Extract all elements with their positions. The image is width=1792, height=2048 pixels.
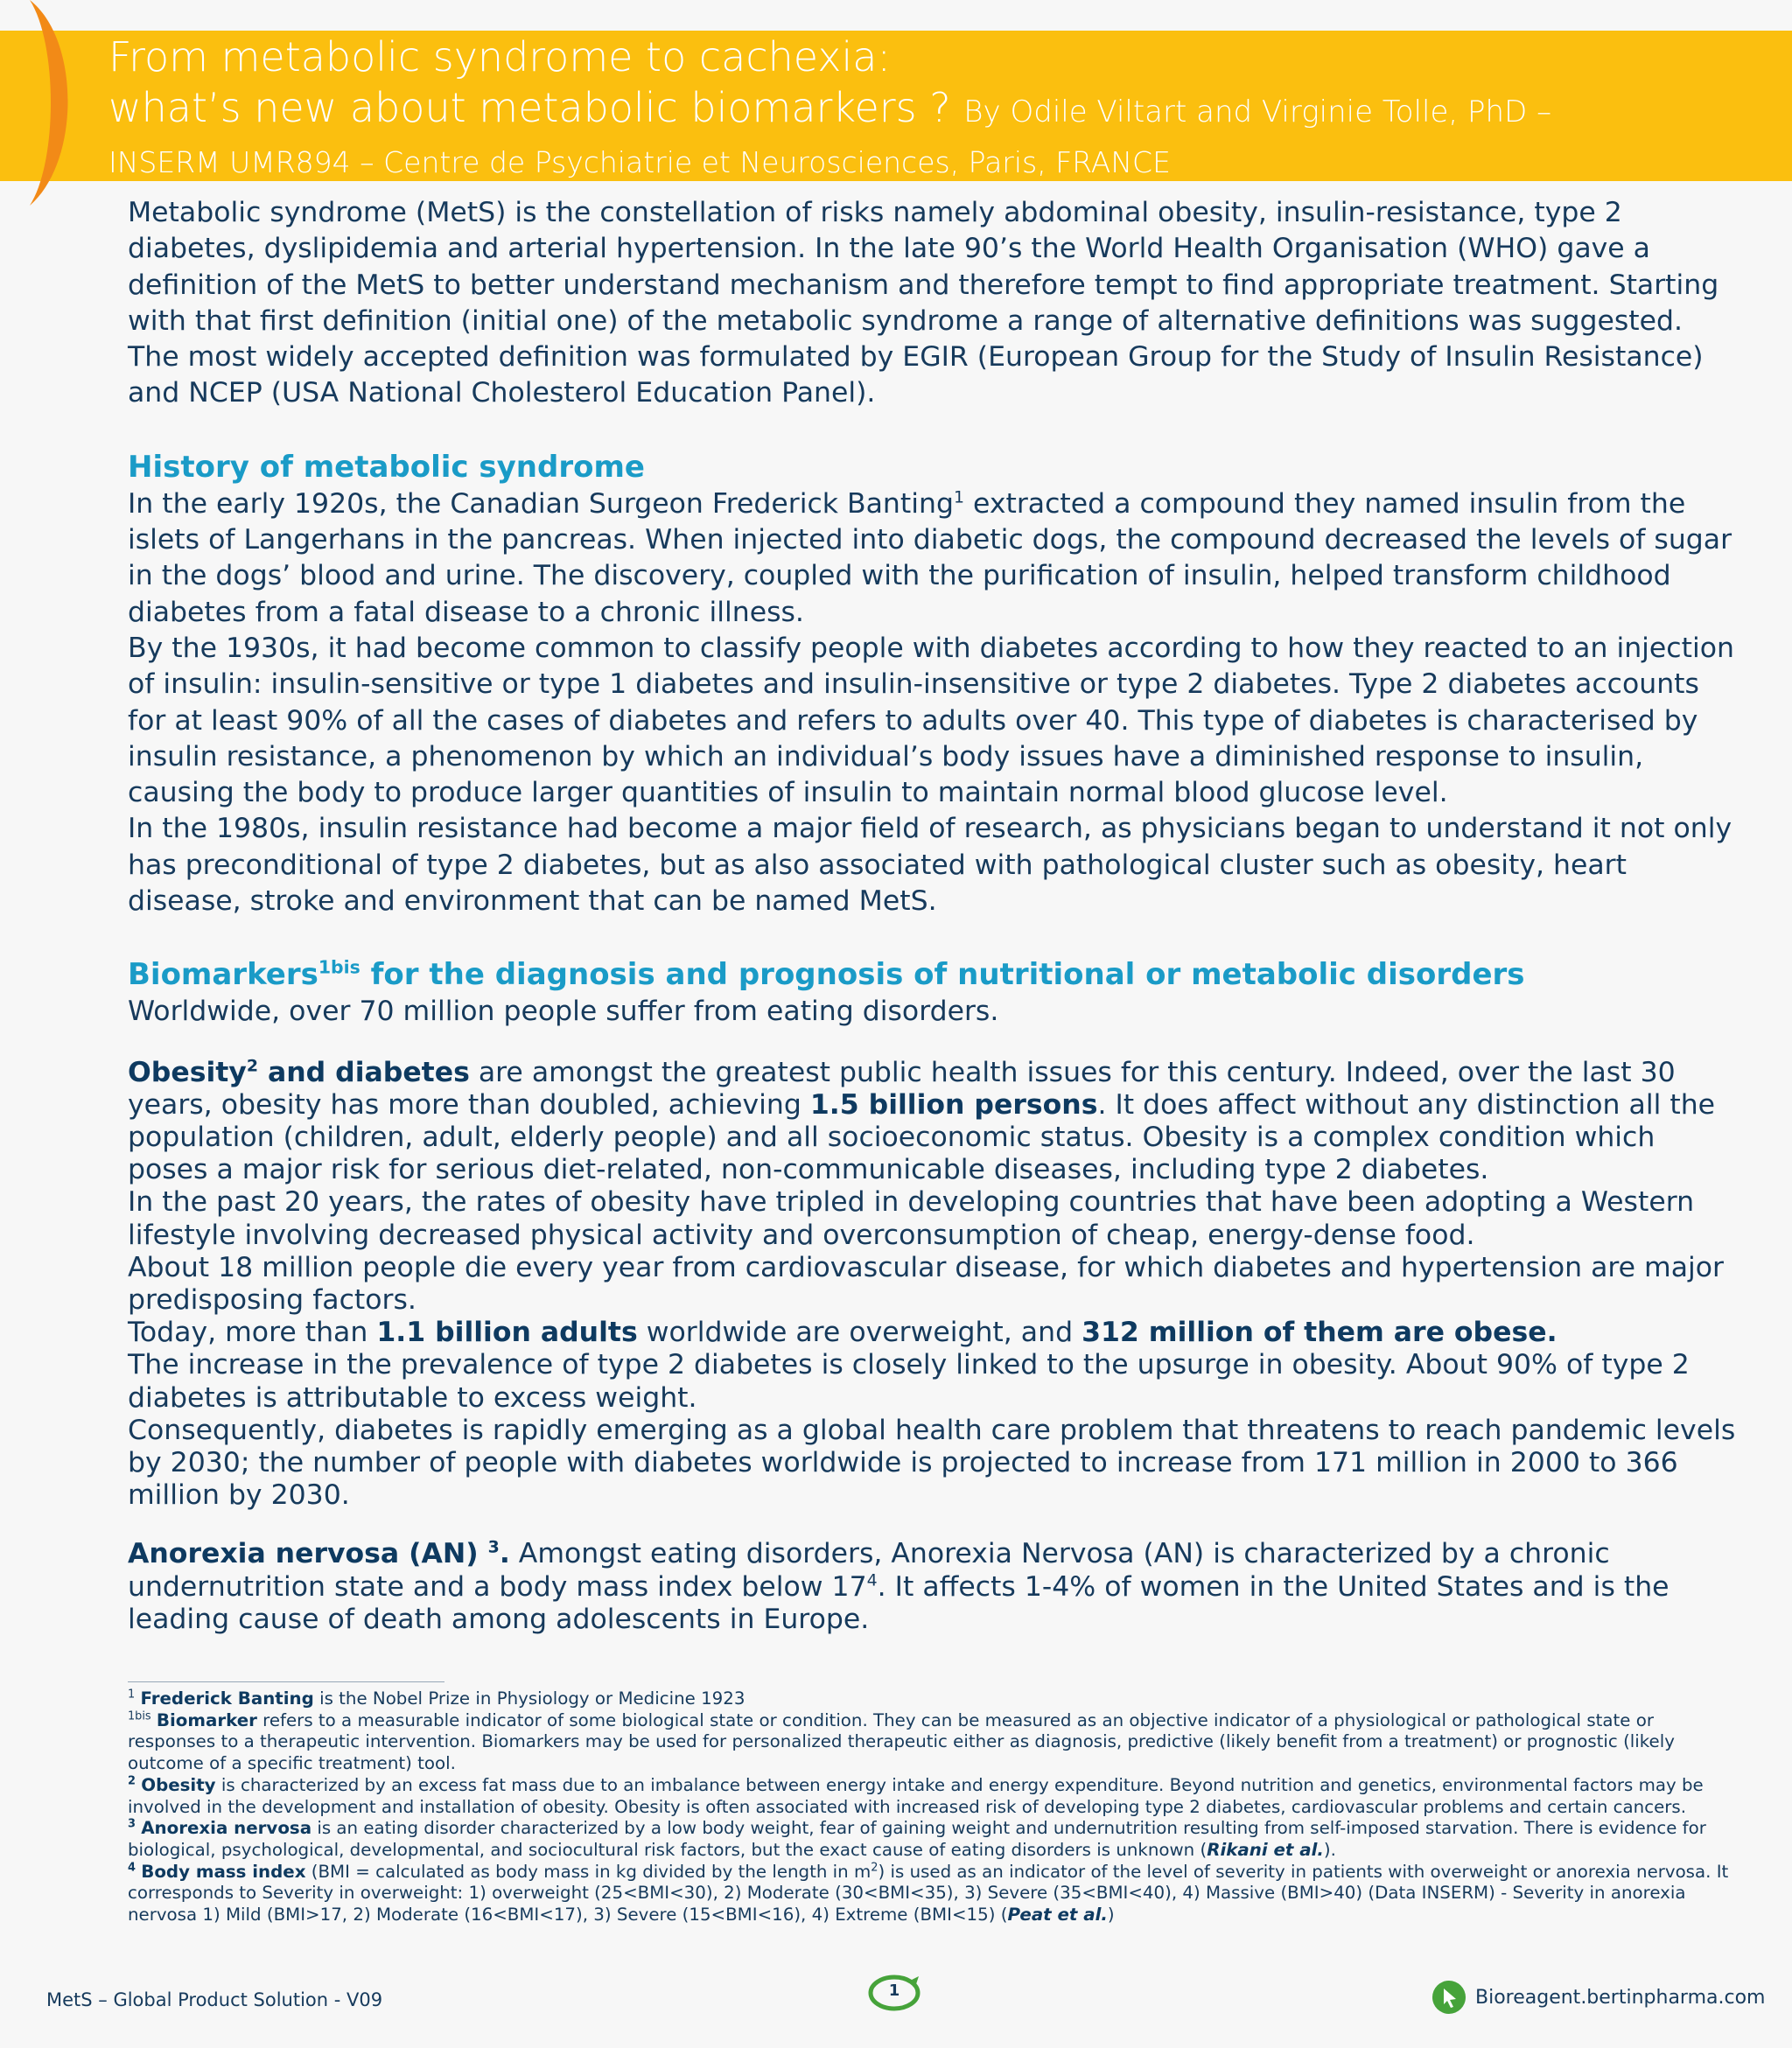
footnote-divider (128, 1681, 444, 1682)
title-line-2 (108, 82, 1771, 137)
footnote-3-term: Anorexia nervosa (141, 1818, 312, 1839)
obesity-p4-text-a: Today, more than (128, 1317, 377, 1349)
footnote-4-end: ) (1107, 1905, 1115, 1926)
obesity-lead (128, 1057, 470, 1088)
main-content (128, 195, 1738, 1636)
footnote-4-term: Body mass index (141, 1861, 306, 1882)
byline: By Odile Viltart and Virginie Tolle, PhD – (963, 94, 1552, 129)
footnote-ref-1bis: 1bis (318, 957, 360, 979)
anorexia-text-b: . It affects 1-4% of women in the United States and is the leading cause of death among adolescents in Europe. (128, 1570, 1670, 1635)
footnote-1 (128, 1688, 1729, 1710)
header-title (108, 31, 1771, 188)
footnote-1bis-text: refers to a measurable indicator of some biological state or condition. They can be measured as an objective indicator of a physiological or pathological state or responses to a therapeutic intervention. Biomarkers may be used for personalized therapeutic either as diagnosis, predictive (likely benefit from a treatment) or prognostic (likely outcome of a specific treatment) tool. (128, 1709, 1675, 1774)
anorexia-lead (128, 1538, 510, 1569)
footnote-3-ref: Rikani et al. (1207, 1839, 1324, 1860)
biomarkers-heading (128, 955, 1738, 994)
footnote-1-text: is the Nobel Prize in Physiology or Medicine 1923 (313, 1688, 746, 1709)
footnote-4-text-a: (BMI = calculated as body mass in kg divided by the length in m (305, 1861, 872, 1882)
obesity-lead-b: and diabetes (258, 1056, 470, 1088)
footnote-3 (128, 1818, 1729, 1861)
title-line-2-text: what’s new about metabolic biomarkers ? (108, 84, 951, 131)
affiliation: INSERM UMR894 – Centre de Psychiatrie et Neurosciences, Paris, FRANCE (108, 145, 1171, 179)
obesity-paragraph-4 (128, 1317, 1738, 1349)
page-number: 1 (888, 1982, 900, 2000)
obesity-lead-a: Obesity (128, 1056, 247, 1088)
history-p1-text-b: extracted a compound they named insulin from the islets of Langerhans in the pancreas. When injected into diabetic dogs, the compound decreased the levels of sugar in the dogs’ blood and urine. The discovery, coupled with the purification of insulin, helped transform childhood diabetes from a fatal disease to a chronic illness. (128, 487, 1732, 628)
biomarkers-title-a: Biomarkers (128, 957, 318, 993)
history-paragraph-2: By the 1930s, it had become common to classify people with diabetes according to how they reacted to an injection of insulin: insulin-sensitive or type 1 diabetes and insulin-insensitive or type 2 diabetes. Type 2 diabetes accounts for at least 90% of all the cases of diabetes and refers to adults over 40. This type of diabetes is characterised by insulin resistance, a phenomenon by which an individual’s body issues have a diminished response to insulin, causing the body to produce larger quantities of insulin to maintain normal blood glucose level. (128, 632, 1734, 809)
history-heading: History of metabolic syndrome (128, 449, 645, 485)
obesity-p4-bold-2: 312 million of them are obese. (1082, 1317, 1558, 1349)
obesity-p1-text-b: . It does affect without any distinction all the population (children, adult, elderly people) and all socioeconomic status. Obesity is a complex condition which poses a major risk for serious diet-related, non-communicable diseases, including type 2 diabetes. (128, 1088, 1716, 1186)
footer-website[interactable] (1432, 1980, 1765, 2015)
footnote-ref-1: 1 (953, 487, 964, 507)
footnote-ref-4: 4 (866, 1570, 878, 1590)
obesity-paragraph-3: About 18 million people die every year from cardiovascular disease, for which diabetes and hypertension are major predisposing factors. (128, 1251, 1724, 1317)
biomarkers-paragraph: Worldwide, over 70 million people suffer from eating disorders. (128, 996, 999, 1028)
obesity-paragraph-6: Consequently, diabetes is rapidly emerging as a global health care problem that threatens to reach pandemic levels by 2030; the number of people with diabetes worldwide is projected to increase from 171 million in 2000 to 366 million by 2030. (128, 1414, 1736, 1512)
footnote-4-text-b: ) is used as an indicator of the level of severity in patients with overweight or anorexia nervosa. It corresponds to Severity in overweight: 1) overweight (25<BMI<30), 2) Moderate (30<BMI<35), 3) Severe (35<BMI<40), 4) Massive (BMI>40) (Data INSERM) - Severity in anorexia nervosa 1) Mild (BMI>17, 2) Moderate (16<BMI<17), 3) Severe (15<BMI<16), 4) Extreme (BMI<15) ( (128, 1861, 1729, 1926)
website-link[interactable]: Bioreagent.bertinpharma.com (1475, 1986, 1766, 2009)
footnote-2 (128, 1775, 1729, 1818)
footnote-ref-3: 3 (487, 1537, 500, 1557)
footer-document-id: MetS – Global Product Solution - V09 (46, 1989, 383, 2010)
footnote-4 (128, 1862, 1729, 1926)
obesity-p4-bold-1: 1.1 billion adults (376, 1317, 638, 1349)
orange-crescent-icon (0, 0, 96, 210)
footnotes (128, 1688, 1729, 1926)
obesity-p1-bold: 1.5 billion persons (809, 1088, 1098, 1121)
obesity-paragraph-2: In the past 20 years, the rates of obesity have tripled in developing countries that have been adopting a Western lifestyle involving decreased physical activity and overconsumption of cheap, energy-dense food. (128, 1186, 1695, 1251)
obesity-p4-text-b: worldwide are overweight, and (637, 1317, 1082, 1349)
footnote-1-term: Frederick Banting (140, 1688, 314, 1709)
obesity-p1-text-a: are amongst the greatest public health issues for this century. Indeed, over the last 30 years, obesity has more than doubled, achieving (128, 1056, 1676, 1121)
footnote-1bis (128, 1710, 1729, 1775)
anorexia-lead-dot: . (499, 1538, 510, 1570)
title-line-1: From metabolic syndrome to cachexia: (108, 33, 891, 80)
footnote-3-end: ). (1323, 1839, 1336, 1860)
footnote-1bis-mark: 1bis (128, 1709, 151, 1723)
footnote-1-mark: 1 (128, 1688, 136, 1702)
history-paragraph-3: In the 1980s, insulin resistance had become a major field of research, as physicians began to understand it not only has preconditional of type 2 diabetes, but as also associated with pathological cluster such as obesity, heart disease, stroke and environment that can be named MetS. (128, 813, 1732, 918)
footnote-3-text: is an eating disorder characterized by a low body weight, fear of gaining weight and undernutrition resulting from self-imposed starvation. There is evidence for biological, psychological, developmental, and sociocultural risk factors, but the exact cause of eating disorders is unknown ( (128, 1818, 1706, 1860)
history-paragraph-1 (128, 486, 1738, 631)
footnote-3-mark: 3 (128, 1817, 136, 1831)
anorexia-paragraph (128, 1538, 1738, 1636)
footnote-1bis-term: Biomarker (156, 1709, 257, 1730)
footnote-2-term: Obesity (141, 1774, 216, 1795)
cursor-arrow-icon (1432, 1980, 1466, 2015)
footnote-ref-2: 2 (246, 1056, 258, 1076)
anorexia-text-a: Amongst eating disorders, Anorexia Nervosa (AN) is characterized by a chronic undernutrition state and a body mass index below 17 (128, 1538, 1610, 1603)
obesity-paragraph-5: The increase in the prevalence of type 2 diabetes is closely linked to the upsurge in obesity. About 90% of type 2 diabetes is attributable to excess weight. (128, 1349, 1690, 1414)
obesity-paragraph-1 (128, 1057, 1738, 1187)
anorexia-lead-text: Anorexia nervosa (AN) (128, 1538, 479, 1570)
intro-paragraph: Metabolic syndrome (MetS) is the constellation of risks namely abdominal obesity, insulin-resistance, type 2 diabetes, dyslipidemia and arterial hypertension. In the late 90’s the World Health Organisation (WHO) gave a definition of the MetS to better understand mechanism and therefore tempt to find appropriate treatment. Starting with that first definition (initial one) of the metabolic syndrome a range of alternative definitions was suggested. The most widely accepted definition was formulated by EGIR (European Group for the Study of Insulin Resistance) and NCEP (USA National Cholesterol Education Panel). (128, 197, 1719, 409)
footnote-2-mark: 2 (128, 1774, 136, 1788)
biomarkers-title-b: for the diagnosis and prognosis of nutritional or metabolic disorders (360, 957, 1525, 993)
history-p1-text-a: In the early 1920s, the Canadian Surgeon Frederick Banting (128, 487, 954, 520)
footnote-4-square: 2 (871, 1861, 878, 1875)
obesity-section (128, 1057, 1738, 1636)
footnote-4-ref: Peat et al. (1007, 1905, 1108, 1926)
footnote-4-mark: 4 (128, 1861, 136, 1875)
footnote-2-text: is characterized by an excess fat mass due to an imbalance between energy intake and energy expenditure. Beyond nutrition and genetics, environmental factors may be involved in the development and installation of obesity. Obesity is often associated with increased risk of developing type 2 diabetes, cardiovascular problems and certain cancers. (128, 1774, 1704, 1817)
